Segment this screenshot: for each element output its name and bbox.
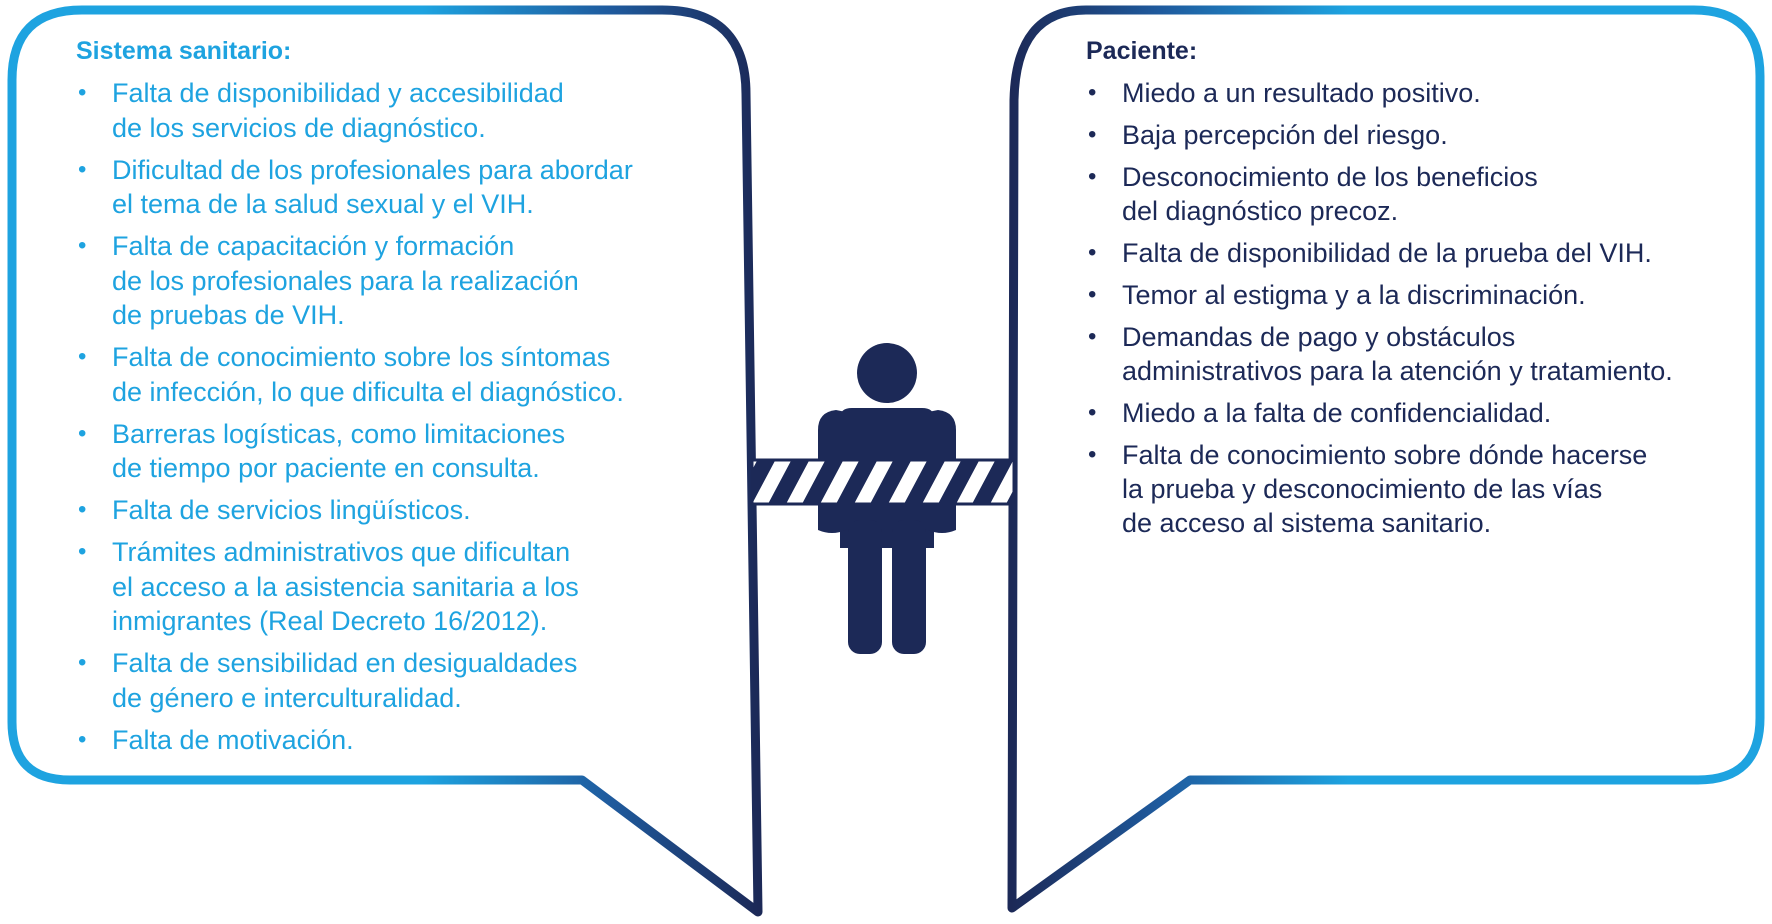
list-item: • Falta de servicios lingüísticos. xyxy=(76,493,716,528)
list-item: • Miedo a un resultado positivo. xyxy=(1086,76,1736,110)
health-system-barriers-list xyxy=(76,76,716,757)
patient-title: Paciente: xyxy=(1086,37,1198,65)
list-item: • Falta de conocimiento sobre dónde hacerse la prueba y desconocimiento de las vías de acceso al sistema sanitario. xyxy=(1086,438,1736,540)
list-item: • Falta de motivación. xyxy=(76,723,716,758)
health-system-panel xyxy=(76,34,716,765)
list-item: • Miedo a la falta de confidencialidad. xyxy=(1086,396,1736,430)
person-head-icon xyxy=(857,343,917,403)
person-behind-barrier-icon xyxy=(752,343,1014,654)
list-item: • Falta de sensibilidad en desigualdades de género e interculturalidad. xyxy=(76,646,716,715)
list-item: • Trámites administrativos que dificultan el acceso a la asistencia sanitaria a los inmigrantes (Real Decreto 16/2012). xyxy=(76,535,716,639)
person-left-leg-icon xyxy=(848,520,882,654)
list-item: • Falta de conocimiento sobre los síntomas de infección, lo que dificulta el diagnóstico. xyxy=(76,340,716,409)
list-item: • Barreras logísticas, como limitaciones de tiempo por paciente en consulta. xyxy=(76,417,716,486)
list-item: • Dificultad de los profesionales para abordar el tema de la salud sexual y el VIH. xyxy=(76,153,716,222)
list-item: • Baja percepción del riesgo. xyxy=(1086,118,1736,152)
list-item: • Desconocimiento de los beneficios del diagnóstico precoz. xyxy=(1086,160,1736,228)
health-system-title: Sistema sanitario: xyxy=(76,37,292,65)
list-item: • Temor al estigma y a la discriminación. xyxy=(1086,278,1736,312)
list-item: • Falta de disponibilidad y accesibilidad de los servicios de diagnóstico. xyxy=(76,76,716,145)
list-item: • Falta de capacitación y formación de los profesionales para la realización de pruebas de VIH. xyxy=(76,229,716,333)
barrier-bar-icon xyxy=(752,460,1014,504)
patient-barriers-list xyxy=(1086,76,1736,540)
patient-panel xyxy=(1086,34,1736,548)
list-item: • Demandas de pago y obstáculos administrativos para la atención y tratamiento. xyxy=(1086,320,1736,388)
list-item: • Falta de disponibilidad de la prueba del VIH. xyxy=(1086,236,1736,270)
person-right-leg-icon xyxy=(892,520,926,654)
